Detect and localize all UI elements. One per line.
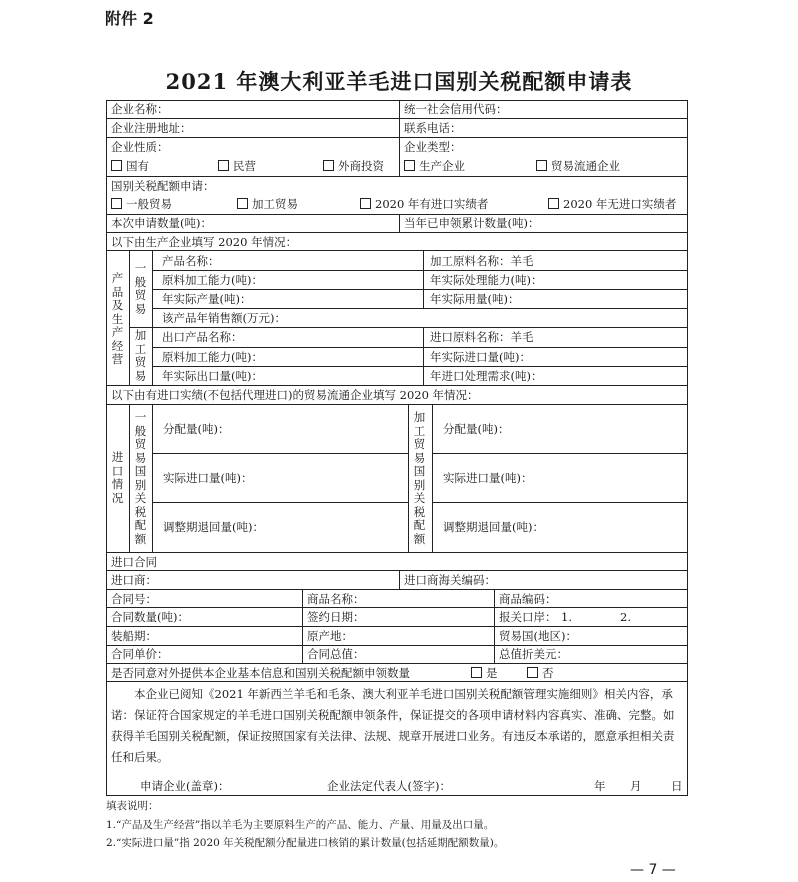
sign-date-label: 签约日期：	[307, 610, 365, 624]
consent-yes[interactable]	[471, 666, 498, 680]
checkbox-icon[interactable]	[111, 160, 122, 171]
contract-qty-label: 合同数量(吨)：	[111, 610, 189, 624]
checkbox-icon[interactable]	[111, 198, 122, 209]
cumulative-qty-label: 当年已申领累计数量(吨)：	[404, 216, 540, 230]
page-number: — 7 —	[630, 862, 676, 878]
checkbox-icon[interactable]	[404, 160, 415, 171]
checkbox-icon[interactable]	[536, 160, 547, 171]
processing-returned: 调整期退回量(吨)：	[443, 520, 544, 534]
general-capacity: 原料加工能力(吨)：	[162, 273, 263, 287]
reg-address-label: 企业注册地址：	[111, 121, 192, 135]
customs-port-label: 报关口岸：	[499, 610, 557, 624]
applicant-seal-label: 申请企业(盖章)：	[140, 779, 230, 793]
checkbox-icon[interactable]	[527, 667, 538, 678]
product-name-label: 商品名称：	[307, 592, 365, 606]
trade-general-label: 一般贸易国别关税配额	[134, 410, 147, 546]
contract-header: 进口合同	[111, 555, 157, 569]
credit-code-label: 统一社会信用代码：	[404, 102, 508, 116]
option-label: 生产企业	[419, 159, 465, 173]
quota-apply-label: 国别关税配额申请：	[111, 179, 215, 193]
option-label: 外商投资	[338, 159, 384, 173]
checkbox-icon[interactable]	[237, 198, 248, 209]
general-raw-material: 加工原料名称：羊毛	[430, 254, 534, 268]
nature-option-foreign[interactable]	[323, 159, 384, 173]
option-label: 贸易流通企业	[551, 159, 620, 173]
attachment-label: 附件 2	[105, 9, 154, 28]
production-header: 以下由生产企业填写 2020 年情况：	[111, 235, 298, 249]
production-general-label: 一般贸易	[134, 261, 147, 316]
processing-annual-export: 年实际出口量(吨)：	[162, 369, 263, 383]
contract-no-label: 合同号：	[111, 592, 157, 606]
general-sales: 该产品年销售额(万元)：	[162, 311, 286, 325]
type-option-production[interactable]	[404, 159, 465, 173]
checkbox-icon[interactable]	[218, 160, 229, 171]
port-1-label: 1.	[561, 610, 572, 624]
quota-option-without-record[interactable]	[548, 197, 676, 211]
year-label: 年	[594, 779, 606, 793]
option-label: 国有	[126, 159, 149, 173]
month-label: 月	[630, 779, 642, 793]
general-annual-capacity: 年实际处理能力(吨)：	[430, 273, 543, 287]
option-label: 是	[486, 666, 498, 680]
note-1: 1.“产品及生产经营”指以羊毛为主要原料生产的产品、能力、产量、用量及出口量。	[106, 819, 495, 831]
processing-raw-material: 进口原料名称：羊毛	[430, 330, 534, 344]
production-side-label: 产品及生产经营	[111, 271, 124, 366]
general-returned: 调整期退回量(吨)：	[163, 520, 264, 534]
checkbox-icon[interactable]	[360, 198, 371, 209]
quota-option-with-record[interactable]	[360, 197, 488, 211]
trade-side-label: 进口情况	[111, 450, 124, 505]
form-title: 2021 年澳大利亚羊毛进口国别关税配额申请表	[165, 69, 633, 94]
pledge-text: 本企业已阅知《2021 年新西兰羊毛和毛条、澳大利亚羊毛进口国别关税配额管理实施细则》相关内容，承诺：保证符合国家规定的羊毛进口国别关税配额申领条件，保证提交的各项申请材料内容真实、准确、完整。如获得羊毛国别关税配额，保证按照国家有关法律、法规、规章开展进口业务。有违反本承诺的，愿意承担相关责任和后果。	[111, 687, 675, 764]
quota-option-processing[interactable]	[237, 197, 298, 211]
processing-allocation: 分配量(吨)：	[443, 422, 510, 436]
phone-label: 联系电话：	[404, 121, 462, 135]
option-label: 2020 年无进口实绩者	[563, 197, 677, 211]
option-label: 否	[542, 666, 554, 680]
shipment-label: 装船期：	[111, 629, 157, 643]
general-allocation: 分配量(吨)：	[163, 422, 230, 436]
general-annual-usage: 年实际用量(吨)：	[430, 292, 520, 306]
option-label: 加工贸易	[252, 197, 298, 211]
processing-capacity: 原料加工能力(吨)：	[162, 350, 263, 364]
checkbox-icon[interactable]	[548, 198, 559, 209]
type-option-trade[interactable]	[536, 159, 620, 173]
production-processing-label: 加工贸易	[134, 328, 147, 383]
total-value-label: 合同总值：	[307, 647, 365, 661]
nature-option-private[interactable]	[218, 159, 256, 173]
option-label: 一般贸易	[126, 197, 172, 211]
day-label: 日	[671, 779, 683, 793]
general-actual-import: 实际进口量(吨)：	[163, 471, 253, 485]
consent-question: 是否同意对外提供本企业基本信息和国别关税配额申领数量	[111, 666, 410, 680]
origin-label: 原产地：	[307, 629, 353, 643]
nature-option-state[interactable]	[111, 159, 149, 173]
apply-qty-label: 本次申请数量(吨)：	[111, 216, 212, 230]
trade-processing-label: 加工贸易国别关税配额	[413, 410, 426, 546]
general-product-name: 产品名称：	[162, 254, 220, 268]
notes-title: 填表说明：	[106, 800, 159, 812]
importer-label: 进口商：	[111, 573, 157, 587]
customs-code-label: 进口商海关编码：	[404, 573, 496, 587]
option-label: 2020 年有进口实绩者	[375, 197, 489, 211]
legal-rep-label: 企业法定代表人(签字)：	[327, 779, 451, 793]
trade-country-label: 贸易国(地区)：	[499, 629, 577, 643]
checkbox-icon[interactable]	[471, 667, 482, 678]
usd-total-label: 总值折美元：	[499, 647, 568, 661]
product-code-label: 商品编码：	[499, 592, 557, 606]
processing-actual-import: 实际进口量(吨)：	[443, 471, 533, 485]
consent-no[interactable]	[527, 666, 554, 680]
processing-export-product: 出口产品名称：	[162, 330, 243, 344]
quota-option-general[interactable]	[111, 197, 172, 211]
company-name-label: 企业名称：	[111, 102, 169, 116]
processing-import-demand: 年进口处理需求(吨)：	[430, 369, 543, 383]
port-2-label: 2.	[620, 610, 631, 624]
note-2: 2.“实际进口量”指 2020 年关税配额分配量进口核销的累计数量(包括延期配额数量)。	[106, 837, 505, 849]
trade-header: 以下由有进口实绩(不包括代理进口)的贸易流通企业填写 2020 年情况：	[111, 388, 479, 402]
checkbox-icon[interactable]	[323, 160, 334, 171]
nature-label: 企业性质：	[111, 140, 169, 154]
general-annual-output: 年实际产量(吨)：	[162, 292, 252, 306]
unit-price-label: 合同单价：	[111, 647, 169, 661]
type-label: 企业类型：	[404, 140, 462, 154]
processing-annual-import: 年实际进口量(吨)：	[430, 350, 531, 364]
option-label: 民营	[233, 159, 256, 173]
